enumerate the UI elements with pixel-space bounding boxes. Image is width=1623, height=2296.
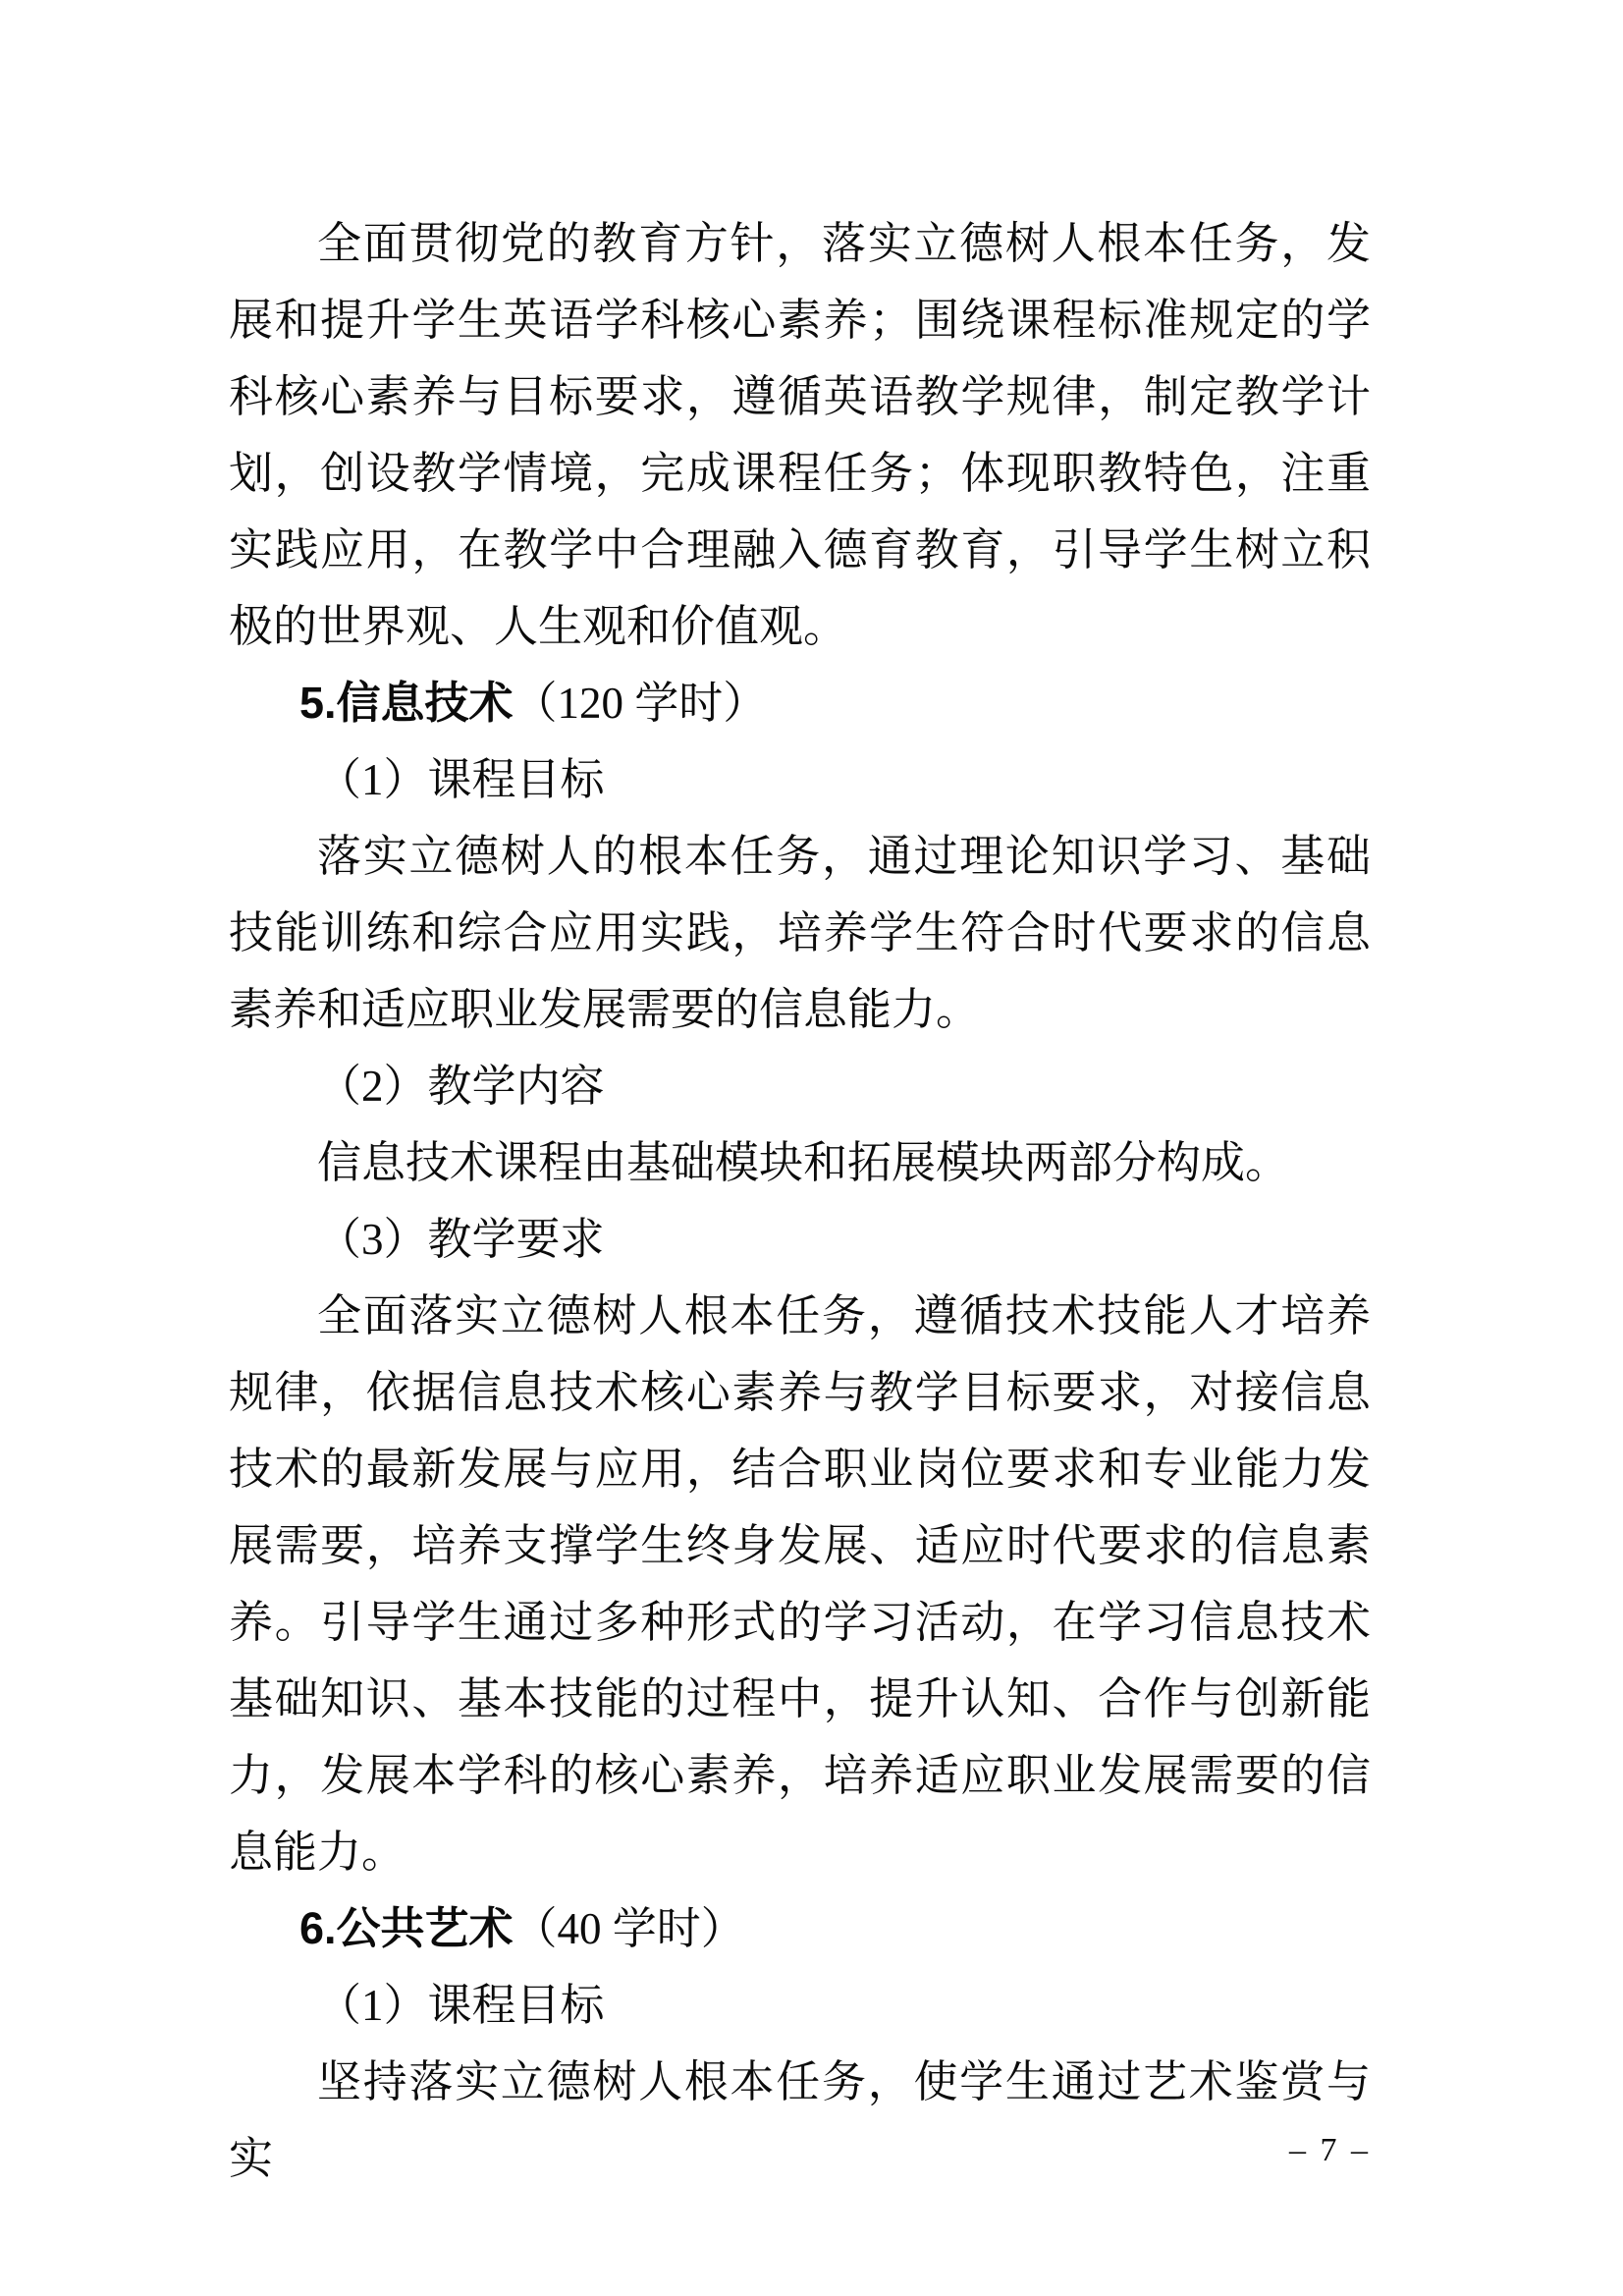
paragraph-art-course-objectives: 坚持落实立德树人根本任务，使学生通过艺术鉴赏与实 — [229, 2057, 1371, 2183]
heading-public-art-title: 6.公共艺术 — [299, 1903, 514, 1953]
subheading-it-course-objectives: （1）课程目标 — [317, 755, 605, 804]
heading-public-art-hours: （40 学时） — [513, 1904, 745, 1953]
heading-information-technology-hours: （120 学时） — [513, 679, 768, 728]
paragraph-it-course-objectives: 落实立德树人的根本任务，通过理论知识学习、基础技能训练和综合应用实践，培养学生符合时代要求的信息素养和适应职业发展需要的信息能力。 — [229, 832, 1371, 1034]
document-body — [229, 205, 1371, 2197]
paragraph-english-teaching-requirements: 全面贯彻党的教育方针，落实立德树人根本任务，发展和提升学生英语学科核心素养；围绕课程标准规定的学科核心素养与目标要求，遵循英语教学规律，制定教学计划，创设教学情境，完成课程任务；体现职教特色，注重实践应用，在教学中合理融入德育教育，引导学生树立积极的世界观、人生观和价值观。 — [229, 219, 1371, 651]
page-number: – 7 – — [1289, 2132, 1371, 2168]
subheading-it-teaching-requirements: （3）教学要求 — [317, 1215, 605, 1264]
paragraph-it-teaching-requirements: 全面落实立德树人根本任务，遵循技术技能人才培养规律，依据信息技术核心素养与教学目标要求，对接信息技术的最新发展与应用，结合职业岗位要求和专业能力发展需要，培养支撑学生终身发展、适应时代要求的信息素养。引导学生通过多种形式的学习活动，在学习信息技术基础知识、基本技能的过程中，提升认知、合作与创新能力，发展本学科的核心素养，培养适应职业发展需要的信息能力。 — [229, 1291, 1371, 1877]
subheading-art-course-objectives: （1）课程目标 — [317, 1981, 605, 2030]
subheading-it-teaching-content: （2）教学内容 — [317, 1062, 605, 1111]
heading-public-art — [229, 1890, 1371, 1967]
heading-information-technology-title: 5.信息技术 — [299, 678, 514, 728]
paragraph-it-teaching-content: 信息技术课程由基础模块和拓展模块两部分构成。 — [317, 1138, 1290, 1187]
heading-information-technology — [229, 665, 1371, 741]
